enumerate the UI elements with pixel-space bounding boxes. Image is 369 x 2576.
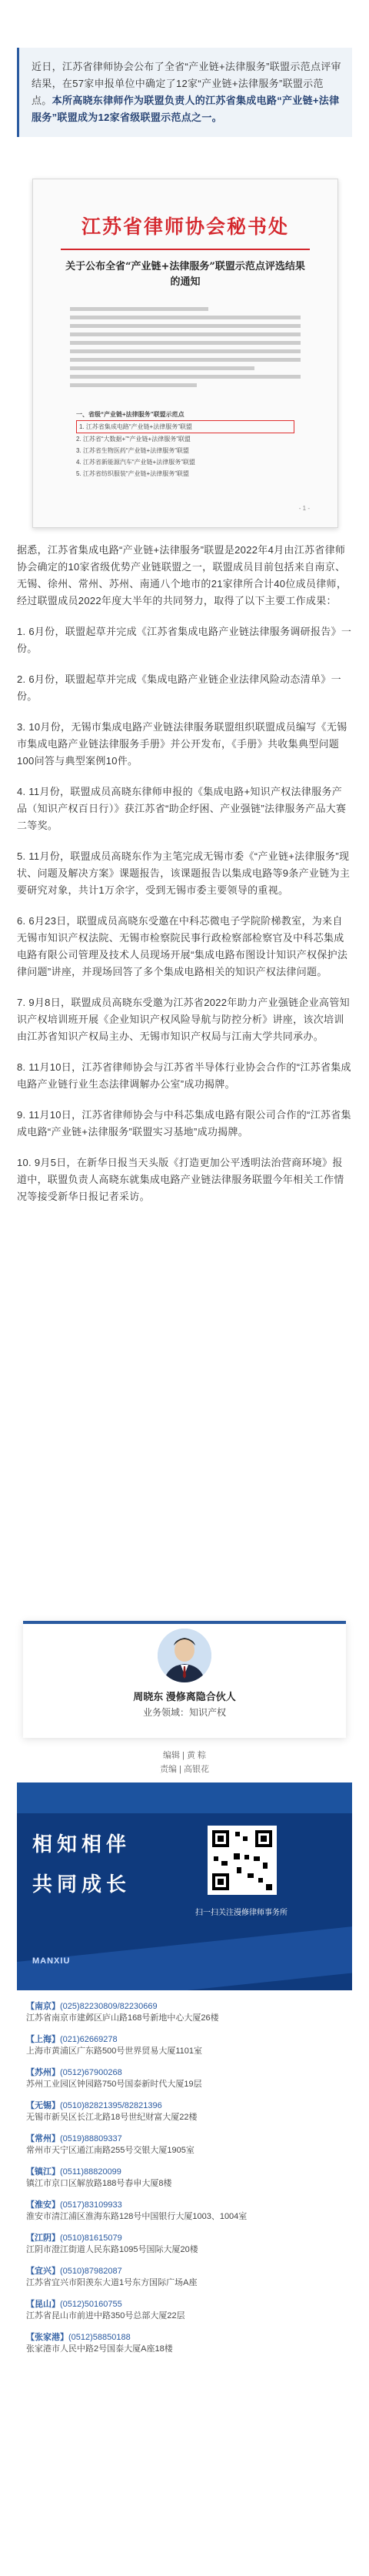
credit-editor: 编辑 | 黄 粽 xyxy=(162,1751,207,1760)
office-phone[interactable]: (0512)67900268 xyxy=(60,2068,122,2077)
office-item xyxy=(26,2332,349,2355)
article-paragraph: 9. 11月10日，江苏省律师协会与中科芯集成电路有限公司合作的“江苏省集成电路“产业链+法律服务”联盟实习基地”成功揭牌。 xyxy=(17,1109,351,1138)
office-address: 镇江市京口区解放路188号春申大厦8楼 xyxy=(26,2179,172,2188)
doc-list-item: 5. 江苏省纺织服装“产业链+法律服务”联盟 xyxy=(76,470,189,477)
office-address: 淮安市清江浦区淮海东路128号中国银行大厦1003、1004室 xyxy=(26,2212,248,2221)
office-city: 【张家港】 xyxy=(26,2333,68,2342)
office-phone[interactable]: (0510)82821395/82821396 xyxy=(60,2101,162,2110)
doc-page-number: - 1 - xyxy=(298,505,310,512)
scan-to-follow-text: 扫一扫关注漫修律师事务所 xyxy=(195,1909,288,1917)
office-city: 【无锡】 xyxy=(26,2101,60,2110)
office-item xyxy=(26,2001,349,2024)
credit-chief: 责编 | 高银花 xyxy=(160,1765,209,1774)
office-phone[interactable]: (0510)81615079 xyxy=(60,2234,122,2243)
office-city: 【淮安】 xyxy=(26,2200,60,2210)
article-paragraph: 1. 6月份，联盟起草并完成《江苏省集成电路产业链法律服务调研报告》一份。 xyxy=(17,626,352,654)
doc-list-heading: 一、省级“产业链+法律服务”联盟示范点 xyxy=(76,411,184,418)
firm-logo: MANXIU xyxy=(32,1956,71,1966)
office-phone[interactable]: (0510)87982087 xyxy=(60,2267,122,2276)
intro-text: 近日，江苏省律师协会公布了全省“产业链+法律服务”联盟示范点评审结果，在57家申报单位中确定了12家“产业链+法律服务”联盟示范点。 xyxy=(32,61,341,106)
article-paragraph: 8. 11月10日，江苏省律师协会与江苏省半导体行业协会合作的“江苏省集成电路产业链行业生态法律调解办公室”成功揭牌。 xyxy=(17,1061,351,1090)
office-address: 苏州工业园区钟园路750号国泰新时代大厦19层 xyxy=(26,2080,202,2089)
office-city: 【苏州】 xyxy=(26,2068,60,2077)
doc-list-item: 3. 江苏省生物医药“产业链+法律服务”联盟 xyxy=(76,447,189,454)
profile-field: 业务领域：知识产权 xyxy=(142,1707,226,1718)
notice-document-image xyxy=(32,179,338,528)
office-phone[interactable]: (0519)88809337 xyxy=(60,2134,122,2143)
intro-bold: 本所高晓东律师作为联盟负责人的江苏省集成电路“产业链+法律服务”联盟成为12家省级联盟示范点之一。 xyxy=(32,95,340,123)
profile-accent-bar xyxy=(23,1621,346,1624)
office-city: 【上海】 xyxy=(26,2035,60,2044)
office-city: 【常州】 xyxy=(26,2134,60,2143)
office-item xyxy=(26,2200,349,2223)
article-paragraph: 4. 11月份，联盟成员高晓东律师申报的《集成电路+知识产权法律服务产品（知识产权百日行）》获江苏省“助企纾困、产业强链”法律服务产品大赛二等奖。 xyxy=(17,786,347,831)
office-phone[interactable]: (0517)83109933 xyxy=(60,2200,122,2210)
doc-title: 关于公布全省“产业链+法律服务”联盟示范点评选结果的通知 xyxy=(65,261,305,288)
person-portrait-icon xyxy=(158,1629,211,1682)
office-city: 【镇江】 xyxy=(26,2167,60,2177)
office-item xyxy=(26,2299,349,2322)
article-paragraph: 3. 10月份，无锡市集成电路产业链法律服务联盟组织联盟成员编写《无锡市集成电路产业链法律服务手册》并公开发布，《手册》共收集典型问题100问答与典型案例10件。 xyxy=(17,721,347,767)
lawyer-profile-card xyxy=(23,1621,346,1738)
article-paragraph: 5. 11月份，联盟成员高晓东作为主笔完成无锡市委《“产业链+法律服务”现状、问题及解决方案》课题报告，该课题报告以集成电路等9条产业链为主要研究对象，共计1万余字，受到无锡市委主要领导的重视。 xyxy=(17,850,351,896)
office-city: 【宜兴】 xyxy=(26,2267,60,2276)
office-item xyxy=(26,2067,349,2090)
intro-summary xyxy=(17,48,352,137)
office-item xyxy=(26,2034,349,2057)
office-list xyxy=(26,2001,349,2365)
office-phone[interactable]: (0511)88820099 xyxy=(60,2167,121,2177)
doc-list-item: 4. 江苏省新能源汽车“产业链+法律服务”联盟 xyxy=(76,459,195,466)
doc-red-rule xyxy=(61,249,310,250)
doc-header: 江苏省律师协会秘书处 xyxy=(81,216,289,238)
avatar xyxy=(158,1629,211,1682)
article-paragraph: 10. 9月5日，在新华日报当天头版《打造更加公平透明法治营商环境》报道中，联盟负责人高晓东就集成电路产业链法律服务联盟今年相关工作情况等接受新华日报记者采访。 xyxy=(17,1157,344,1202)
office-item xyxy=(26,2233,349,2256)
doc-list-item: 2. 江苏省“大数据+”“产业链+法律服务”联盟 xyxy=(76,436,191,443)
office-phone[interactable]: (021)62669278 xyxy=(60,2035,118,2044)
office-city: 【南京】 xyxy=(26,2002,60,2011)
office-address: 上海市黄浦区广东路500号世界贸易大厦1101室 xyxy=(26,2046,203,2056)
office-address: 江阴市澄江街道人民东路1095号国际大厦20楼 xyxy=(26,2245,198,2254)
office-phone[interactable]: (0512)50160755 xyxy=(60,2300,122,2309)
credits xyxy=(0,1749,369,1776)
article-paragraph: 6. 6月23日，联盟成员高晓东受邀在中科芯微电子学院阶梯教室，为来自无锡市知识产权法院、无锡市检察院民事行政检察部检察官及中科芯集成电路有限公司管理及技术人员现场开展“集成电路布图设计知识产权保护法律问题”讲座，并现场回答了多个集成电路相关的知识产权法律问题。 xyxy=(17,915,348,977)
banner-slogan-2: 共同成长 xyxy=(32,1873,131,1896)
qr-code-icon[interactable] xyxy=(208,1826,277,1895)
office-address: 江苏省宜兴市阳羡东大道1号东方国际广场A座 xyxy=(26,2278,198,2287)
office-address: 江苏省南京市建邺区庐山路168号新地中心大厦26楼 xyxy=(26,2013,219,2023)
office-address: 常州市天宁区通江南路255号交银大厦1905室 xyxy=(26,2146,194,2155)
office-phone[interactable]: (0512)58850188 xyxy=(68,2333,131,2342)
banner-slogan-1: 相知相伴 xyxy=(32,1833,131,1856)
office-address: 无锡市新吴区长江北路18号世纪财富大厦22楼 xyxy=(26,2113,198,2122)
profile-name: 周晓东 漫修离隐合伙人 xyxy=(133,1691,236,1702)
article-body xyxy=(17,542,352,1219)
article-paragraph: 2. 6月份，联盟起草并完成《集成电路产业链企业法律风险动态清单》一份。 xyxy=(17,673,341,702)
office-item xyxy=(26,2133,349,2157)
office-address: 江苏省昆山市前进中路350号总部大厦22层 xyxy=(26,2311,185,2320)
office-address: 张家港市人民中路2号国泰大厦A座18楼 xyxy=(26,2344,173,2354)
banner-stripe xyxy=(17,1782,352,1813)
office-item xyxy=(26,2266,349,2289)
doc-body-lines xyxy=(70,302,301,392)
doc-list xyxy=(76,409,294,479)
office-phone[interactable]: (025)82230809/82230669 xyxy=(60,2002,158,2011)
office-city: 【江阴】 xyxy=(26,2234,60,2243)
office-item xyxy=(26,2100,349,2123)
follow-banner xyxy=(17,1782,352,1990)
article-paragraph: 7. 9月8日，联盟成员高晓东受邀为江苏省2022年助力产业强链企业高管知识产权培训班开展《企业知识产权风险导航与防控分析》讲座，该次培训由江苏省知识产权局主办、无锡市知识产权局与江南大学共同承办。 xyxy=(17,997,350,1042)
doc-list-item-highlighted: 1. 江苏省集成电路“产业链+法律服务”联盟 xyxy=(76,420,294,433)
article-paragraph: 据悉，江苏省集成电路“产业链+法律服务”联盟是2022年4月由江苏省律师协会确定的10家省级优势产业链联盟之一，联盟成员目前包括来自南京、无锡、徐州、常州、苏州、南通八个地市的21家律所合计40位成员律师，经过联盟成员2022年度大半年的共同努力，取得了以下主要工作成果： xyxy=(17,544,347,606)
office-city: 【昆山】 xyxy=(26,2300,60,2309)
office-item xyxy=(26,2167,349,2190)
